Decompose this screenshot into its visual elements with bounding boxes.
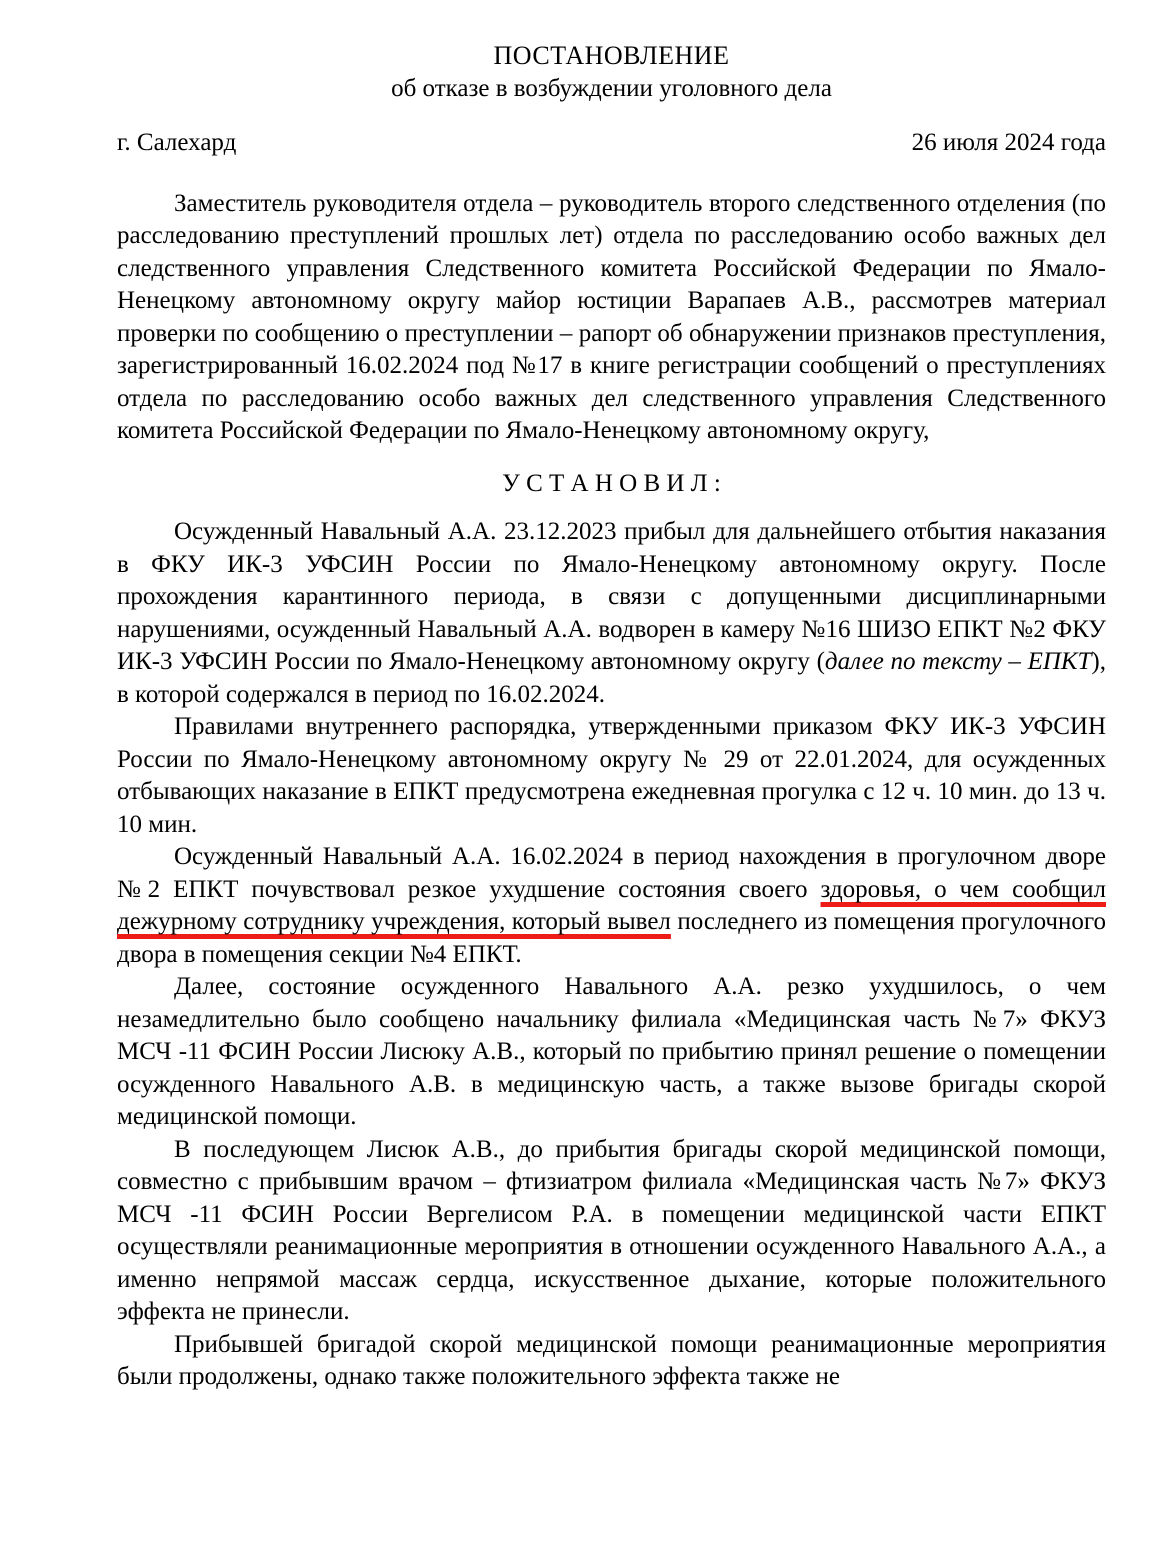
text-segment: ), в которой содержался в период по 16.02.2024. (117, 648, 1106, 708)
text-segment: Правилами внутреннего распорядка, утвержденными приказом ФКУ ИК-3 УФСИН России по Ямало-Ненецкому автономному округу № 29 от 22.01.2024, для осужденных отбывающих наказание в ЕПКТ предусмотрена ежедневная прогулка с 12 ч. 10 мин. до 13 ч. 10 мин. (117, 713, 1106, 838)
text-segment: В последующем Лисюк А.В., до прибытия бригады скорой медицинской помощи, совместно с прибывшим врачом – фтизиатром филиала «Медицинская часть №7» ФКУЗ МСЧ -11 ФСИН России Вергелисом Р.А. в помещении медицинской части ЕПКТ осуществляли реанимационные мероприятия в отношении осужденного Навального А.А., а именно непрямой массаж сердца, искусственное дыхание, которые положительного эффекта не принесли. (117, 1135, 1106, 1325)
paragraph (117, 971, 1106, 1134)
text-segment: Далее, состояние осужденного Навального А.А. резко ухудшилось, о чем незамедлительно было сообщено начальнику филиала «Медицинская часть №7» ФКУЗ МСЧ -11 ФСИН России Лисюку А.В., который по прибытию принял решение о помещении осужденного Навального А.В. в медицинскую часть, а также вызове бригады скорой медицинской помощи. (117, 973, 1106, 1130)
document-body (117, 188, 1106, 1394)
section-header: У С Т А Н О В И Л : (502, 469, 721, 497)
paragraph (117, 841, 1106, 971)
dateline (117, 127, 1106, 160)
text-segment: Осужденный Навальный А.А. 16.02.2024 в период нахождения в прогулочном дворе №2 ЕПКТ почувствовал резкое ухудшение состояния своего (117, 843, 1106, 903)
dateline-date: 26 июля 2024 года (911, 129, 1106, 156)
paragraph (117, 1134, 1106, 1329)
paragraph (117, 711, 1106, 841)
paragraph (117, 1329, 1106, 1394)
text-segment: Прибывшей бригадой скорой медицинской помощи реанимационные мероприятия были продолжены, однако также положительного эффекта также не (117, 1330, 1106, 1390)
text-segment: Заместитель руководителя отдела – руководитель второго следственного отделения (по расследованию преступлений прошлых лет) отдела по расследованию особо важных дел следственного управления Следственного комитета Российской Федерации по Ямало-Ненецкому автономному округу майор юстиции Варапаев А.В., рассмотрев материал проверки по сообщению о преступлении – рапорт об обнаружении признаков преступления, зарегистрированный 16.02.2024 под №17 в книге регистрации сообщений о преступлениях отдела по расследованию особо важных дел следственного управления Следственного комитета Российской Федерации по Ямало-Ненецкому автономному округу, (117, 189, 1106, 444)
document-title: ПОСТАНОВЛЕНИЕ (493, 41, 730, 70)
text-segment: Осужденный Навальный А.А. 23.12.2023 прибыл для дальнейшего отбытия наказания в ФКУ ИК-3 УФСИН России по Ямало-Ненецкому автономному округу. После прохождения карантинного периода, в связи с допущенными дисциплинарными нарушениями, осужденный Навальный А.А. водворен в камеру №16 ШИЗО ЕПКТ №2 ФКУ ИК-3 УФСИН России по Ямало-Ненецкому автономному округу ( (117, 518, 1106, 675)
paragraph (117, 516, 1106, 711)
document-subtitle: об отказе в возбуждении уголовного дела (391, 74, 832, 102)
italic-text: далее по тексту – ЕПКТ (824, 648, 1092, 675)
paragraph (117, 188, 1106, 448)
red-underlined-text: здоровья, о чем сообщил дежурному сотруднику учреждения, который вывел (117, 875, 1106, 935)
text-segment: последнего из помещения прогулочного двора в помещения секции №4 ЕПКТ. (117, 908, 1107, 968)
dateline-city: г. Салехард (117, 129, 237, 156)
